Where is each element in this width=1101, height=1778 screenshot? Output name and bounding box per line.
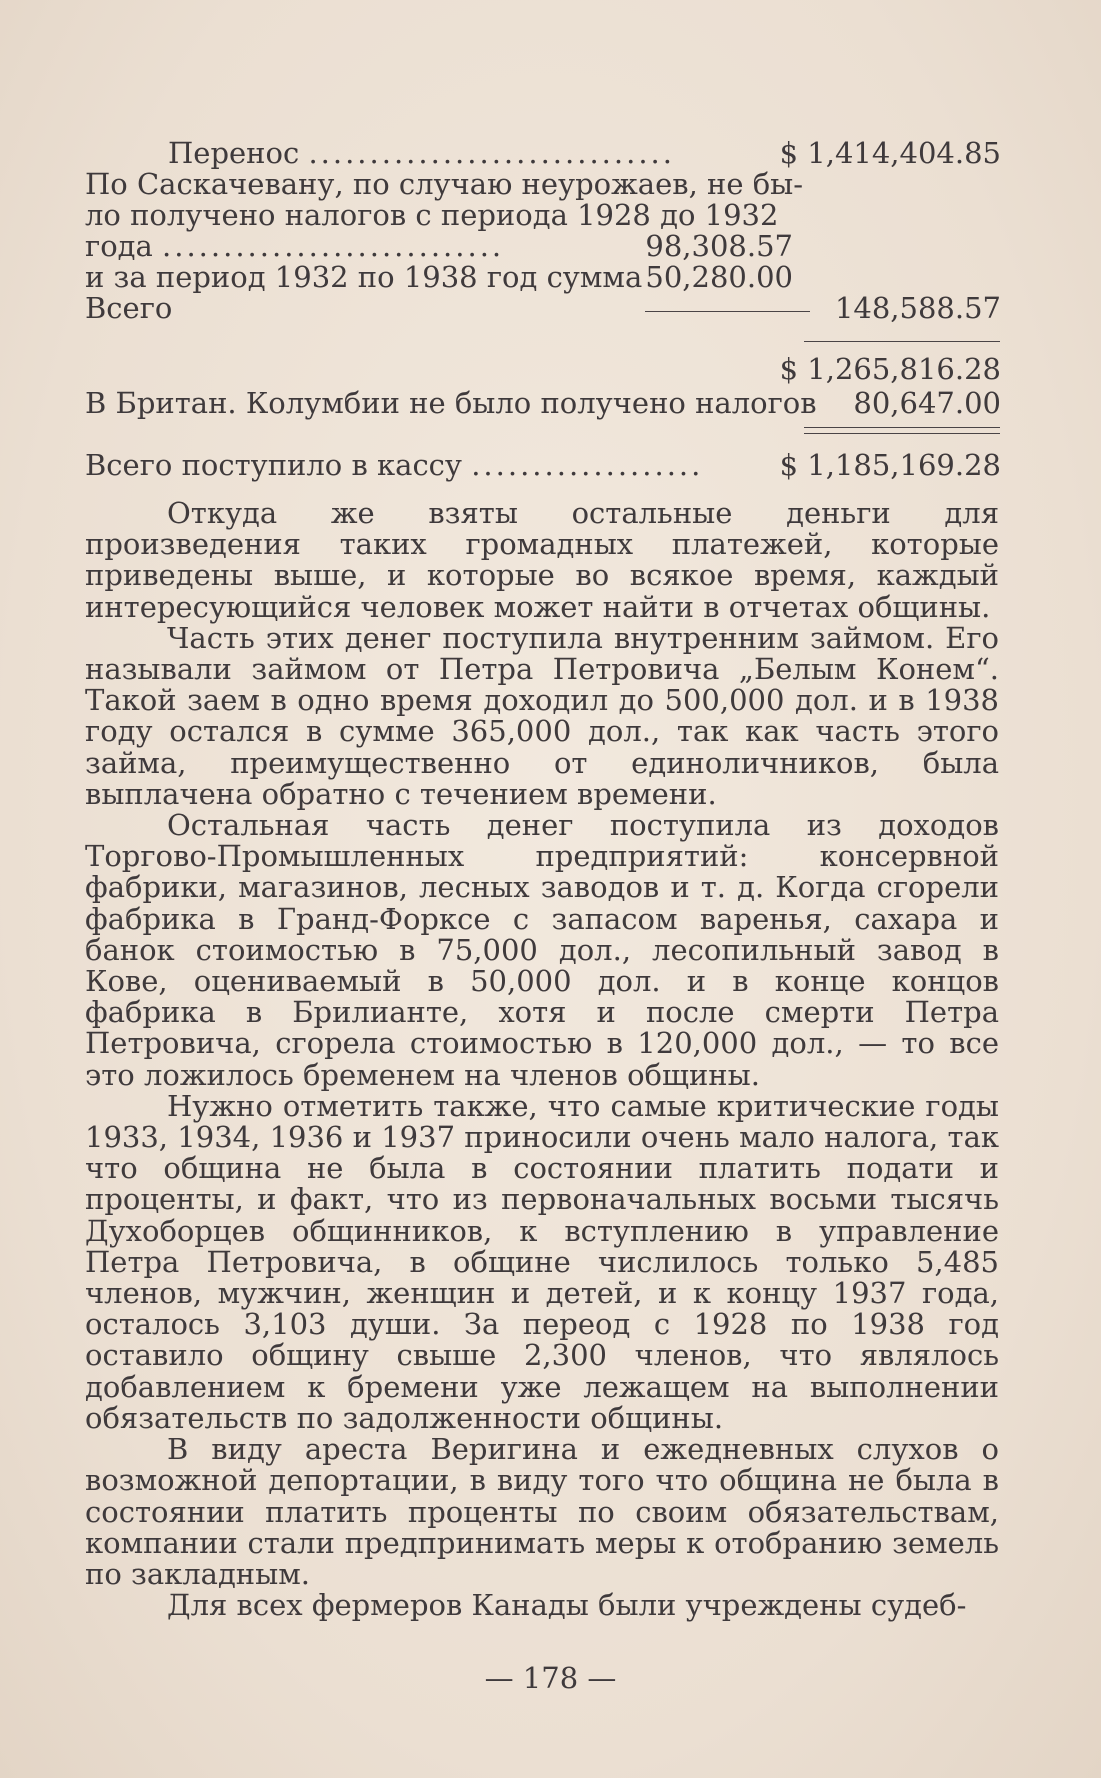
saskatchewan-total-amount: 148,588.57 — [834, 291, 1001, 325]
year-label: года — [85, 229, 153, 263]
carry-over-amount: $ 1,414,404.85 — [779, 136, 1001, 170]
british-columbia-line: В Британ. Колумбии не было получено налогов — [85, 386, 817, 420]
cash-total-amount: $ 1,185,169.28 — [779, 448, 1001, 482]
saskatchewan-amount-1932-1938: 50,280.00 — [645, 260, 793, 294]
cash-total-line — [85, 449, 703, 481]
paragraph: Нужно отметить также, что самые критические годы 1933, 1934, 1936 и 1937 приносили очень мало налога, так что община не была в состоянии платить подати и проценты, и факт, что из первоначальных восьми тысячь Духоборцев общинников, к вступлению в управление Петра Петровича, в общине числилось только 5,485 членов, мужчин, женщин и детей, и к концу 1937 года, осталось 3,103 души. За переод с 1928 по 1938 год оставило общину свыше 2,300 членов, что являлось добавлением к бремени уже лежащем на выполнении обязательств по задолженности общины. — [85, 1088, 999, 1435]
saskatchewan-line-2: ло получено налогов с периода 1928 до 1932 — [85, 198, 779, 232]
paragraph: В виду ареста Веригина и ежедневных слухов о возможной депортации, в виду того что община не была в состоянии платить проценты по своим обязательствам, компании стали предпринимать меры к отобранию земель по закладным. — [85, 1432, 999, 1591]
paragraph: Откуда же взяты остальные деньги для произведения таких громадных платежей, которые приведены выше, и которые во всякое время, каждый интересующийся человек может найти в отчетах общины. — [85, 496, 999, 624]
sum-rule-2b — [804, 433, 1000, 434]
british-columbia-amount: 80,647.00 — [853, 386, 1001, 420]
page-number: — 178 — — [484, 1661, 617, 1695]
saskatchewan-line-1: По Саскачевану, по случаю неурожаев, не бы- — [85, 167, 804, 201]
paragraph: Остальная часть денег поступила из доходов Торгово-Промышленных предприятий: консервной фабрики, магазинов, лесных заводов и т. д. Когда сгорели фабрика в Гранд-Форксе с запасом варенья, сахара и банок стоимостью в 75,000 дол., лесопильный завод в Кове, оцениваемый в 50,000 дол. и в конце концов фабрика в Брилианте, хотя и после смерти Петра Петровича, сгорела стоимостью в 120,000 дол., — то все это ложилось бременем на членов общины. — [85, 808, 999, 1092]
sum-rule-short — [645, 311, 810, 312]
sum-rule-1 — [804, 341, 1000, 342]
subtotal-amount: $ 1,265,816.28 — [779, 352, 1001, 386]
sum-rule-2a — [804, 427, 1000, 428]
saskatchewan-amount-1928-1932: 98,308.57 — [645, 229, 793, 263]
paragraph: Часть этих денег поступила внутренним займом. Его называли займом от Петра Петровича „Белым Конем“. Такой заем в одно время доходил до 500,000 дол. и в 1938 году остался в сумме 365,000 дол., так как часть этого займа, преимущественно от единоличников, была выплачена обратно с течением времени. — [85, 620, 999, 811]
paragraph: Для всех фермеров Канады были учреждены судеб- — [167, 1588, 967, 1623]
saskatchewan-line-3 — [85, 230, 504, 262]
carry-over-line — [168, 137, 675, 169]
total-label: Всего — [85, 291, 173, 325]
carry-over-leader-dots: .............................. — [308, 136, 675, 170]
carry-over-label: Перенос — [168, 136, 300, 170]
year-leader-dots: ............................ — [162, 229, 505, 263]
body-text — [85, 498, 999, 1621]
cash-total-label: Всего поступило в кассу — [85, 448, 462, 482]
cash-total-leader-dots: ................... — [471, 448, 704, 482]
saskatchewan-line-4: и за период 1932 по 1938 год сумма — [85, 260, 643, 294]
